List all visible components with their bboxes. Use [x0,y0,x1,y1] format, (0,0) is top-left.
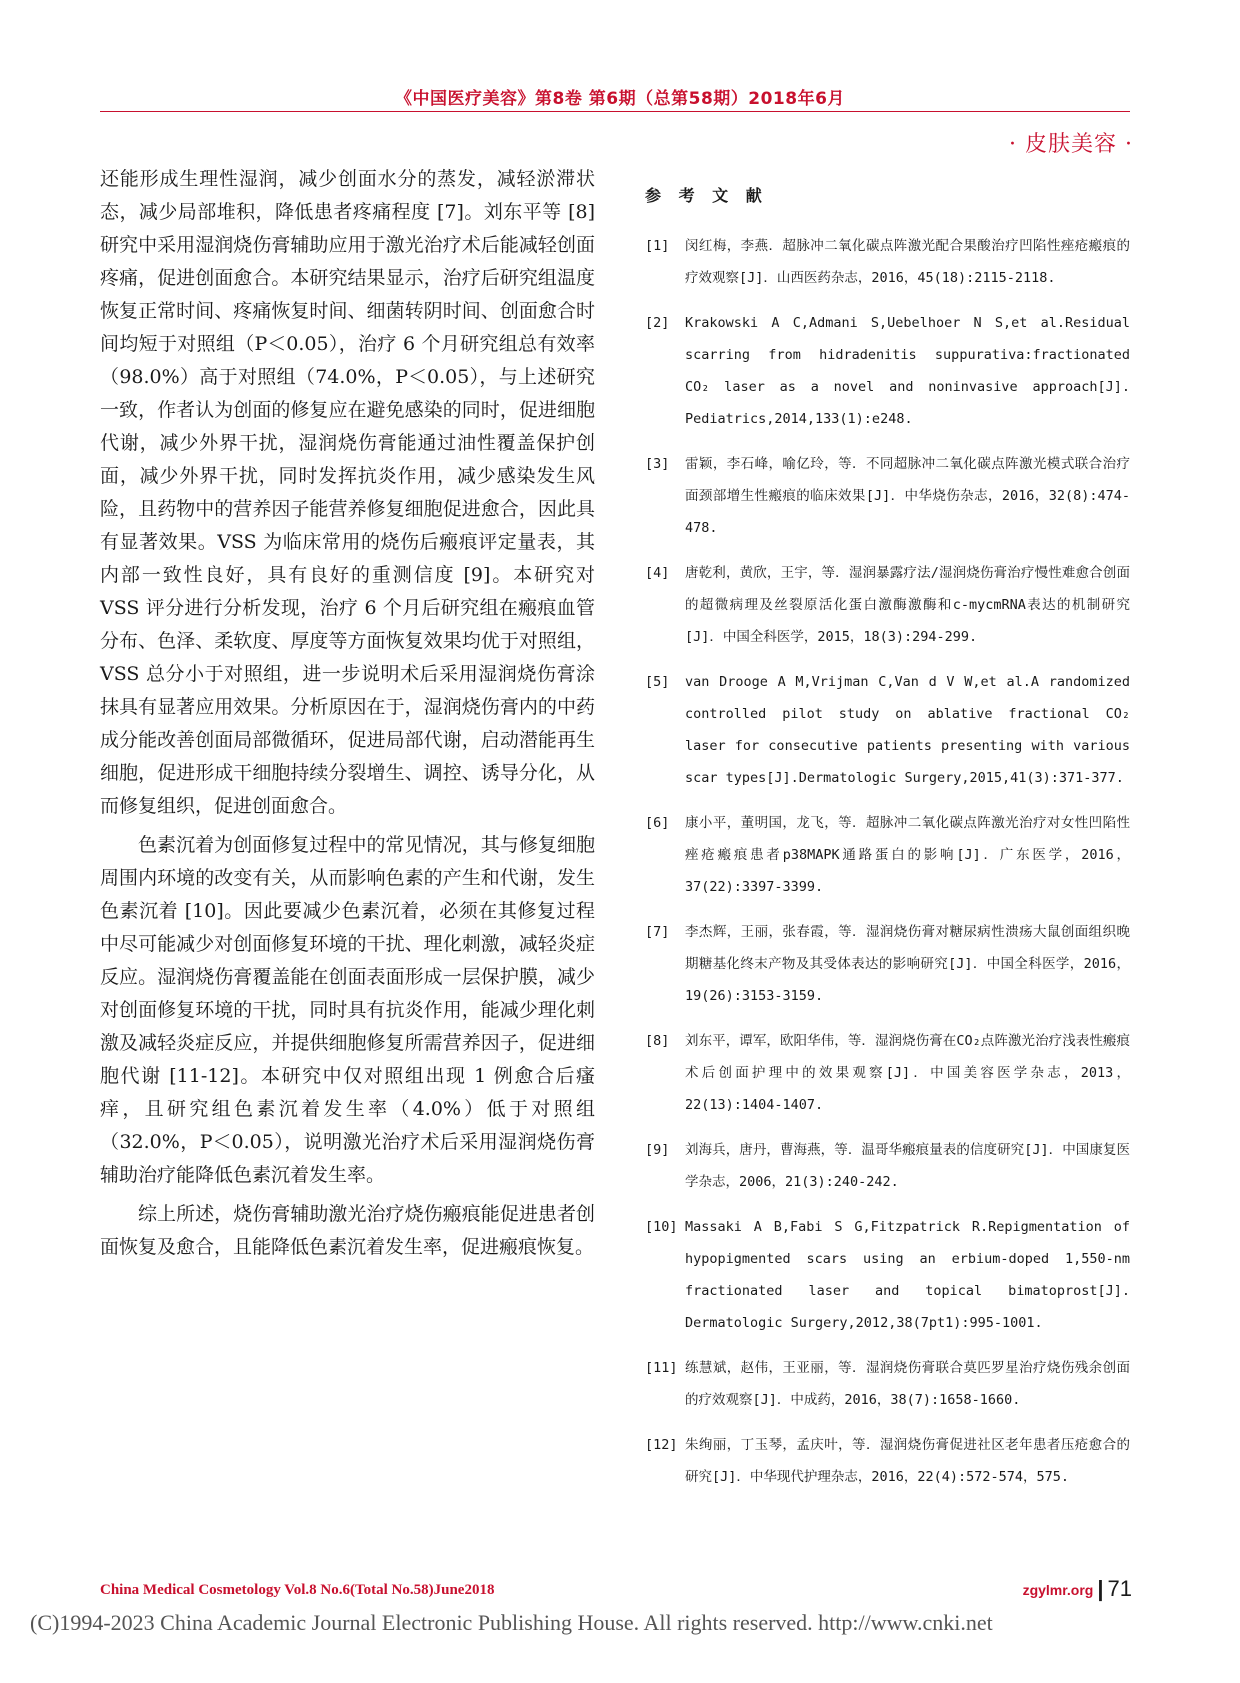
reference-number: [3] [645,456,670,472]
reference-number: [11] [645,1360,678,1376]
reference-text: Krakowski A C,Admani S,Uebelhoer N S,et al.Residual scarring from hidradenitis suppurativa:fractionated CO₂ laser as a novel and noninvasive approach[J]. Pediatrics,2014,133(1):e248. [685,315,1130,427]
reference-item [645,916,1130,1012]
reference-item [645,557,1130,653]
reference-number: [8] [645,1033,670,1049]
reference-number: [9] [645,1142,670,1158]
body-text-column [100,163,595,1270]
references-heading: 参 考 文 献 [645,186,768,205]
reference-item [645,807,1130,903]
body-paragraph: 还能形成生理性湿润，减少创面水分的蒸发，减轻淤滞状态，减少局部堆积，降低患者疼痛程度 [7]。刘东平等 [8] 研究中采用湿润烧伤膏辅助应用于激光治疗术后能减轻创面疼痛，促进创面愈合。本研究结果显示，治疗后研究组温度恢复正常时间、疼痛恢复时间、细菌转阴时间、创面愈合时间均短于对照组（P＜0.05），治疗 6 个月研究组总有效率（98.0%）高于对照组（74.0%，P＜0.05），与上述研究一致，作者认为创面的修复应在避免感染的同时，促进细胞代谢，减少外界干扰，湿润烧伤膏能通过油性覆盖保护创面，减少外界干扰，同时发挥抗炎作用，减少感染发生风险，且药物中的营养因子能营养修复细胞促进愈合，因此具有显著效果。VSS 为临床常用的烧伤后瘢痕评定量表，其内部一致性良好，具有良好的重测信度 [9]。本研究对 VSS 评分进行分析发现，治疗 6 个月后研究组在瘢痕血管分布、色泽、柔软度、厚度等方面恢复效果均优于对照组，VSS 总分小于对照组，进一步说明术后采用湿润烧伤膏涂抹具有显著应用效果。分析原因在于，湿润烧伤膏内的中药成分能改善创面局部微循环，促进局部代谢，启动潜能再生细胞，促进形成干细胞持续分裂增生、调控、诱导分化，从而修复组织，促进创面愈合。 [100,168,595,817]
reference-text: 雷颖，李石峰，喻亿玲，等．不同超脉冲二氧化碳点阵激光模式联合治疗面颈部增生性瘢痕的临床效果[J]．中华烧伤杂志，2016，32(8):474-478. [685,456,1130,536]
reference-item [645,307,1130,435]
footer-separator: | [1097,1576,1104,1601]
body-paragraph: 综上所述，烧伤膏辅助激光治疗烧伤瘢痕能促进患者创面恢复及愈合，且能降低色素沉着发生率，促进瘢痕恢复。 [100,1203,595,1258]
footer-page-info [1023,1576,1132,1602]
reference-number: [4] [645,565,670,581]
reference-item [645,230,1130,294]
reference-text: van Drooge A M,Vrijman C,Van d V W,et al.A randomized controlled pilot study on ablative fractional CO₂ laser for consecutive patients presenting with various scar types[J].Dermatologic Surgery,2015,41(3):371-377. [685,674,1130,786]
reference-text: 刘东平，谭军，欧阳华伟，等．湿润烧伤膏在CO₂点阵激光治疗浅表性瘢痕术后创面护理中的效果观察[J]．中国美容医学杂志，2013，22(13):1404-1407. [685,1033,1130,1113]
references-section [645,183,1130,1506]
reference-text: 康小平，董明国，龙飞，等．超脉冲二氧化碳点阵激光治疗对女性凹陷性痤疮瘢痕患者p38MAPK通路蛋白的影响[J]．广东医学，2016，37(22):3397-3399. [685,815,1130,895]
reference-number: [7] [645,924,670,940]
reference-number: [6] [645,815,670,831]
reference-item [645,1134,1130,1198]
copyright-notice: (C)1994-2023 China Academic Journal Electronic Publishing House. All rights reserved. http://www.cnki.net [30,1610,993,1635]
reference-text: 李杰辉，王丽，张春霞，等．湿润烧伤膏对糖尿病性溃疡大鼠创面组织晚期糖基化终末产物及其受体表达的影响研究[J]．中国全科医学，2016，19(26):3153-3159. [685,924,1130,1004]
reference-text: 闵红梅，李燕．超脉冲二氧化碳点阵激光配合果酸治疗凹陷性痤疮瘢痕的疗效观察[J]．山西医药杂志，2016，45(18):2115-2118. [685,238,1130,286]
reference-item [645,666,1130,794]
reference-item [645,1211,1130,1339]
reference-item [645,1025,1130,1121]
reference-item [645,1429,1130,1493]
reference-item [645,448,1130,544]
reference-list [645,230,1130,1493]
reference-text: 练慧斌，赵伟，王亚丽，等．湿润烧伤膏联合莫匹罗星治疗烧伤残余创面的疗效观察[J]．中成药，2016，38(7):1658-1660. [685,1360,1130,1408]
body-paragraph: 色素沉着为创面修复过程中的常见情况，其与修复细胞周围内环境的改变有关，从而影响色素的产生和代谢，发生色素沉着 [10]。因此要减少色素沉着，必须在其修复过程中尽可能减少对创面修复环境的干扰、理化刺激，减轻炎症反应。湿润烧伤膏覆盖能在创面表面形成一层保护膜，减少对创面修复环境的干扰，同时具有抗炎作用，能减少理化刺激及减轻炎症反应，并提供细胞修复所需营养因子，促进细胞代谢 [11-12]。本研究中仅对照组出现 1 例愈合后瘙痒，且研究组色素沉着发生率（4.0%）低于对照组（32.0%，P＜0.05），说明激光治疗术后采用湿润烧伤膏辅助治疗能降低色素沉着发生率。 [100,834,595,1186]
reference-text: 朱绚丽，丁玉琴，孟庆叶，等．湿润烧伤膏促进社区老年患者压疮愈合的研究[J]．中华现代护理杂志，2016，22(4):572-574，575. [685,1437,1130,1485]
page-number: 71 [1107,1576,1132,1601]
reference-number: [10] [645,1219,678,1235]
footer-journal-citation: China Medical Cosmetology Vol.8 No.6(Total No.58)June2018 [100,1582,495,1598]
reference-number: [5] [645,674,670,690]
header-divider [100,111,1130,112]
journal-header: 《中国医疗美容》第8卷 第6期（总第58期）2018年6月 [395,89,845,109]
reference-text: 刘海兵，唐丹，曹海燕，等．温哥华瘢痕量表的信度研究[J]．中国康复医学杂志，2006，21(3):240-242. [685,1142,1130,1190]
reference-item [645,1352,1130,1416]
reference-number: [2] [645,315,670,331]
reference-text: 唐乾利，黄欣，王宇，等．湿润暴露疗法/湿润烧伤膏治疗慢性难愈合创面的超微病理及丝裂原活化蛋白激酶激酶和c-mycmRNA表达的机制研究[J]．中国全科医学，2015，18(3):294-299. [685,565,1130,645]
reference-text: Massaki A B,Fabi S G,Fitzpatrick R.Repigmentation of hypopigmented scars using an erbium-doped 1,550-nm fractionated laser and topical bimatoprost[J]. Dermatologic Surgery,2012,38(7pt1):995-1001. [685,1219,1130,1331]
footer-site: zgylmr.org [1022,1582,1094,1599]
reference-number: [12] [645,1437,678,1453]
section-label: · 皮肤美容 · [1009,132,1133,157]
reference-number: [1] [645,238,670,254]
